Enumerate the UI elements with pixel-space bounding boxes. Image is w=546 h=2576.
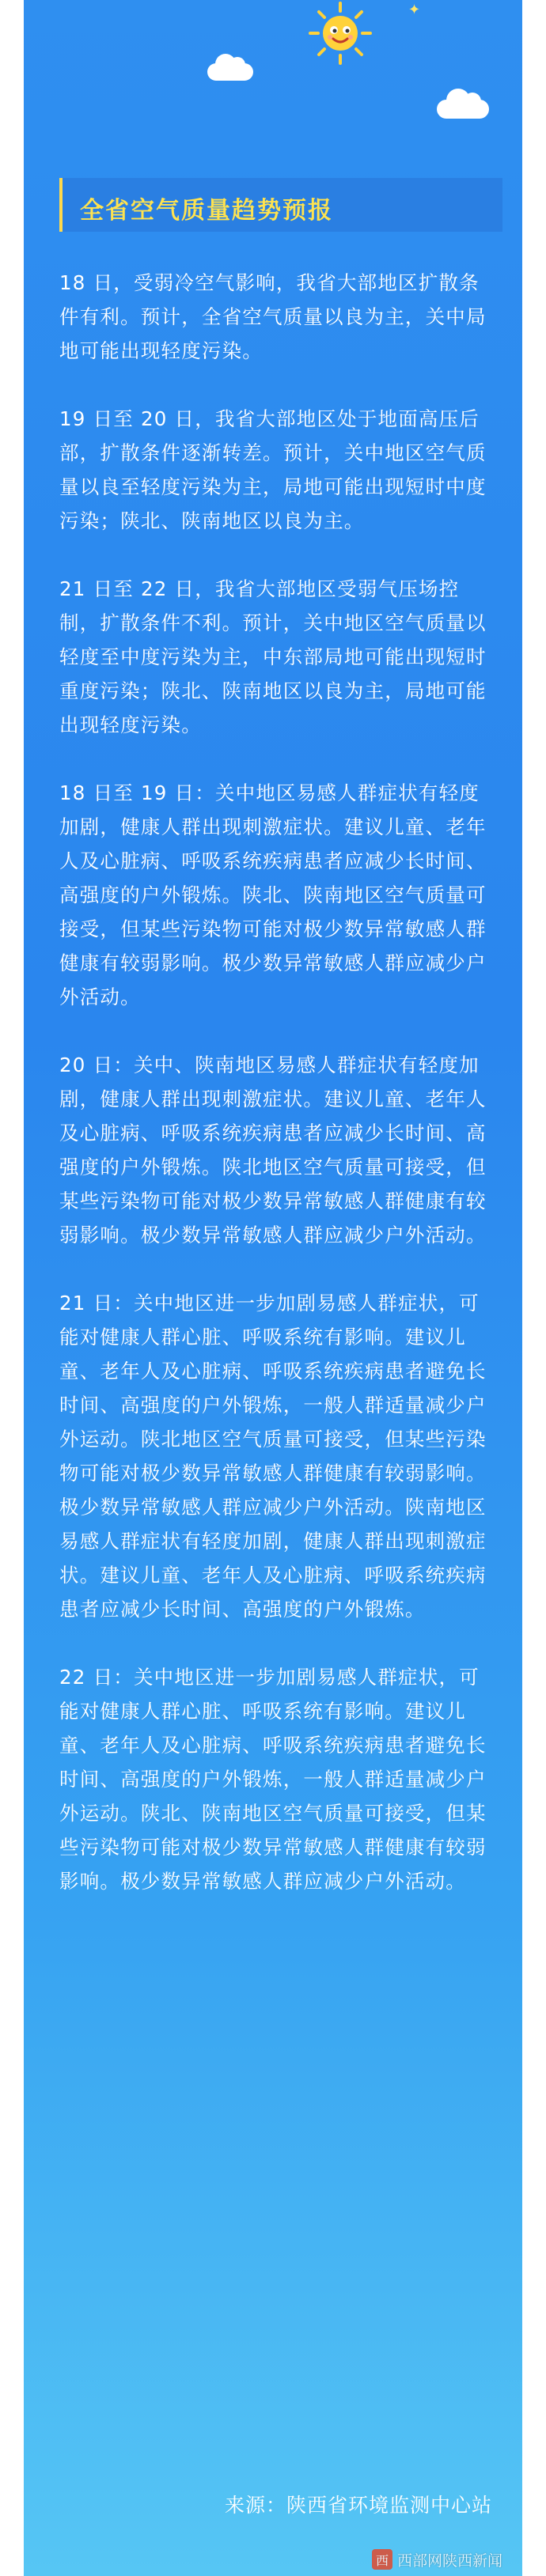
forecast-paragraph: 18 日，受弱冷空气影响，我省大部地区扩散条件有利。预计，全省空气质量以良为主，关中局地可能出现轻度污染。: [59, 271, 487, 362]
forecast-paragraph: 21 日至 22 日，我省大部地区受弱气压场控制，扩散条件不利。预计，关中地区空气质量以轻度至中度污染为主，中东部局地可能出现短时重度污染；陕北、陕南地区以良为主，局地可能出现轻度污染。: [59, 577, 487, 736]
sparkle-icon: ✦: [408, 2, 421, 18]
section-title: 全省空气质量趋势预报: [80, 197, 333, 225]
health-advice-paragraph: 18 日至 19 日：关中地区易感人群症状有轻度加剧，健康人群出现刺激症状。建议儿童、老年人及心脏病、呼吸系统疾病患者应减少长时间、高强度的户外锻炼。陕北、陕南地区空气质量可接受，但某些污染物可能对极少数异常敏感人群健康有较弱影响。极少数异常敏感人群应减少户外活动。: [59, 781, 487, 1008]
section-header: [59, 178, 502, 232]
cloud-icon: [437, 100, 489, 119]
sun-icon: [309, 2, 372, 65]
health-advice-paragraph: 20 日：关中、陕南地区易感人群症状有轻度加剧，健康人群出现刺激症状。建议儿童、老年人及心脏病、呼吸系统疾病患者应减少长时间、高强度的户外锻炼。陕北地区空气质量可接受，但某些污染物可能对极少数异常敏感人群健康有较弱影响。极少数异常敏感人群应减少户外活动。: [59, 1053, 487, 1246]
watermark: [372, 2545, 546, 2574]
health-advice-paragraph: 22 日：关中地区进一步加剧易感人群症状，可能对健康人群心脏、呼吸系统有影响。建议儿童、老年人及心脏病、呼吸系统疾病患者避免长时间、高强度的户外锻炼，一般人群适量减少户外运动。陕北、陕南地区空气质量可接受，但某些污染物可能对极少数异常敏感人群健康有较弱影响。极少数异常敏感人群应减少户外活动。: [59, 1666, 487, 1893]
page: [24, 0, 522, 2576]
watermark-logo-icon: 西: [372, 2549, 392, 2570]
forecast-paragraph: 19 日至 20 日，我省大部地区处于地面高压后部，扩散条件逐渐转差。预计，关中地区空气质量以良至轻度污染为主，局地可能出现短时中度污染；陕北、陕南地区以良为主。: [59, 407, 487, 532]
cloud-icon: [207, 63, 253, 81]
sky-banner: [24, 0, 522, 150]
watermark-text: 西部网陕西新闻: [397, 2551, 503, 2570]
source-credit: 来源：陕西省环境监测中心站: [224, 2494, 492, 2517]
forecast-content: [59, 266, 499, 1932]
health-advice-paragraph: 21 日：关中地区进一步加剧易感人群症状，可能对健康人群心脏、呼吸系统有影响。建议儿童、老年人及心脏病、呼吸系统疾病患者避免长时间、高强度的户外锻炼，一般人群适量减少户外运动。陕北地区空气质量可接受，但某些污染物可能对极少数异常敏感人群健康有较弱影响。极少数异常敏感人群应减少户外活动。陕南地区易感人群症状有轻度加剧，健康人群出现刺激症状。建议儿童、老年人及心脏病、呼吸系统疾病患者应减少长时间、高强度的户外锻炼。: [59, 1292, 487, 1621]
